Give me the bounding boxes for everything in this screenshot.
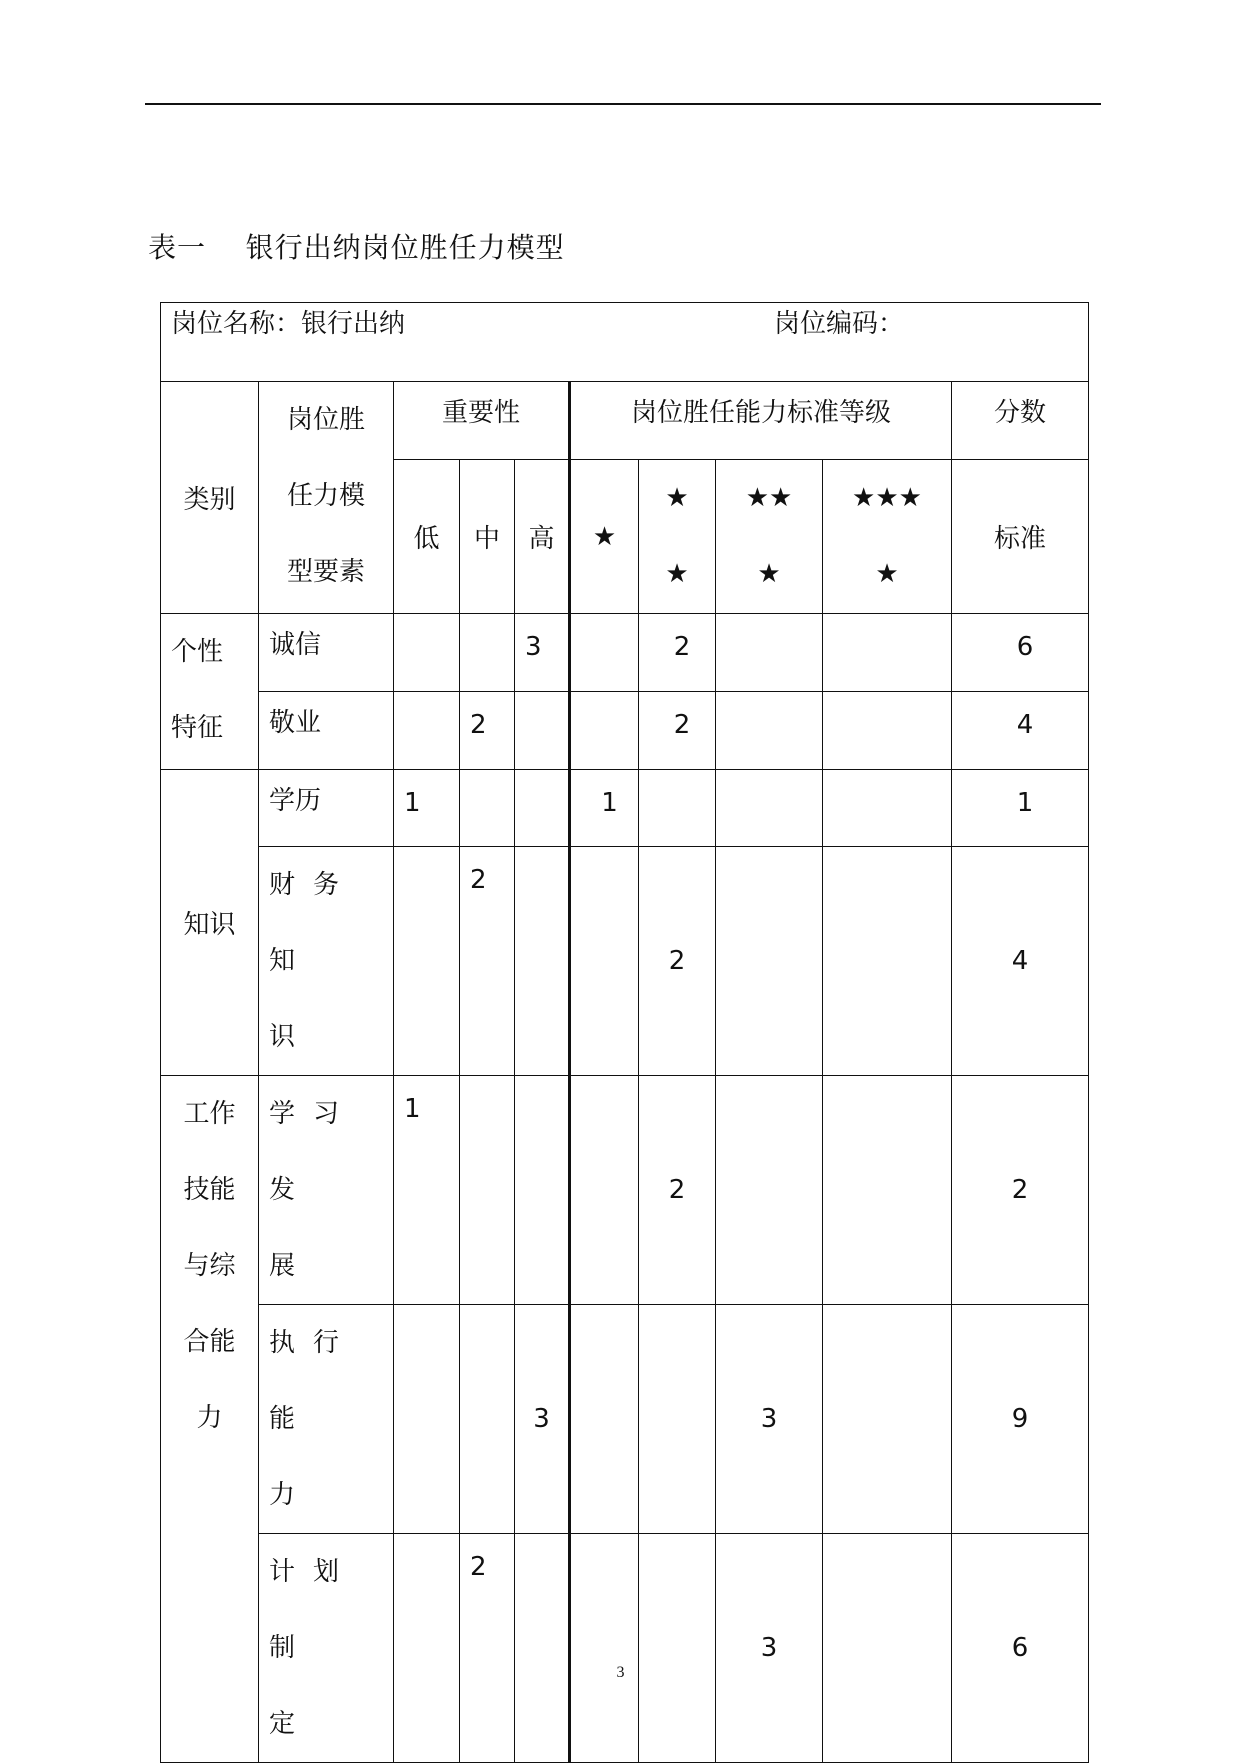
star-1-icon: ★: [592, 521, 617, 552]
star-2-cell: [639, 1076, 716, 1305]
score-cell: [952, 1534, 1089, 1763]
table-row: [161, 770, 1089, 847]
star-3-top-icon: ★★: [745, 483, 793, 513]
star-1-cell: [570, 614, 639, 692]
mid-cell: [460, 692, 515, 770]
element-label-line-1: 财务知: [269, 870, 358, 976]
table-row: [161, 847, 1089, 1076]
star-4-cell: [823, 770, 952, 847]
element-cell: [259, 614, 394, 692]
header-star-2: [639, 460, 716, 614]
star-4-bottom-icon: ★: [875, 559, 899, 589]
page-number: 3: [616, 1664, 625, 1681]
header-mid-label: 中: [473, 524, 500, 554]
star-2-value: 2: [668, 1175, 686, 1205]
table-number: 表一: [148, 231, 207, 264]
header-high: [515, 460, 570, 614]
star-2-cell: [639, 847, 716, 1076]
header-score-label: 分数: [994, 398, 1047, 428]
competency-model-table: [160, 302, 1089, 1763]
star-1-cell: [570, 1534, 639, 1763]
group-knowledge-label: 知识: [183, 910, 236, 940]
high-cell: [515, 1076, 570, 1305]
header-score: [952, 382, 1089, 460]
star-3-cell: [716, 770, 823, 847]
star-3-bottom-icon: ★: [757, 559, 781, 589]
header-standard-label: 标准: [994, 524, 1047, 554]
score-cell: [952, 1076, 1089, 1305]
low-value: 1: [404, 1094, 421, 1124]
star-3-cell: [716, 1534, 823, 1763]
element-label: 学历: [269, 786, 322, 816]
star-3-value: 3: [760, 1633, 778, 1663]
score-value: 6: [1016, 632, 1034, 662]
mid-cell: [460, 847, 515, 1076]
group-skills-line-1: 工作: [183, 1099, 236, 1129]
star-2-value: 2: [668, 946, 686, 976]
star-1-cell: [570, 1076, 639, 1305]
header-star-3: [716, 460, 823, 614]
element-cell: [259, 847, 394, 1076]
header-star-1: [570, 460, 639, 614]
element-label-line-2: 识: [269, 1022, 314, 1052]
high-value: 3: [533, 1404, 550, 1434]
group-skills: [161, 1076, 259, 1763]
score-value: 9: [1011, 1404, 1029, 1434]
high-cell: [515, 770, 570, 847]
element-label-line-1: 学习发: [269, 1099, 358, 1205]
header-element-line-3: 型要素: [286, 557, 365, 587]
header-importance-label: 重要性: [441, 398, 520, 428]
element-cell: [259, 1076, 394, 1305]
star-3-cell: [716, 847, 823, 1076]
star-2-cell: [639, 614, 716, 692]
element-label-line-2: 力: [269, 1480, 314, 1510]
star-3-cell: [716, 614, 823, 692]
header-high-label: 高: [528, 524, 555, 554]
star-2-value: 2: [673, 710, 691, 740]
header-low-label: 低: [413, 524, 440, 554]
low-value: 1: [404, 788, 421, 818]
low-cell: [394, 847, 460, 1076]
score-value: 6: [1011, 1633, 1029, 1663]
header-element: [259, 382, 394, 614]
star-2-top-icon: ★: [665, 483, 689, 513]
star-4-cell: [823, 692, 952, 770]
star-4-top-icon: ★★★: [852, 483, 922, 513]
star-2-cell: [639, 770, 716, 847]
info-row: [161, 303, 1089, 382]
star-1-cell: [570, 692, 639, 770]
element-label: 诚信: [269, 630, 322, 660]
header-level: [570, 382, 952, 460]
star-4-cell: [823, 847, 952, 1076]
star-4-cell: [823, 1076, 952, 1305]
low-cell: [394, 1534, 460, 1763]
score-value: 4: [1016, 710, 1034, 740]
group-personality-line-1: 个性: [171, 637, 224, 667]
star-3-cell: [716, 1305, 823, 1534]
header-element-line-1: 岗位胜: [286, 405, 365, 435]
high-cell: [515, 1534, 570, 1763]
table-row: [161, 1076, 1089, 1305]
header-category-label: 类别: [183, 485, 236, 515]
mid-value: 2: [470, 710, 487, 740]
star-2-cell: [639, 1534, 716, 1763]
post-name: 岗位名称：银行出纳: [171, 309, 406, 339]
header-standard: [952, 460, 1089, 614]
mid-cell: [460, 614, 515, 692]
star-2-bottom-icon: ★: [665, 559, 689, 589]
score-cell: [952, 614, 1089, 692]
element-label-line-2: 展: [269, 1251, 314, 1281]
header-category: [161, 382, 259, 614]
header-low: [394, 460, 460, 614]
table-row: [161, 1534, 1089, 1763]
low-cell: [394, 1305, 460, 1534]
header-star-4: [823, 460, 952, 614]
high-value: 3: [525, 632, 542, 662]
star-3-value: 3: [760, 1404, 778, 1434]
high-cell: [515, 692, 570, 770]
table-caption: [148, 226, 565, 266]
mid-cell: [460, 1534, 515, 1763]
star-1-cell: [570, 847, 639, 1076]
element-label-line-1: 执行能: [269, 1328, 358, 1434]
score-value: 1: [1016, 788, 1034, 818]
element-cell: [259, 1534, 394, 1763]
element-label: 敬业: [269, 708, 322, 738]
element-cell: [259, 1305, 394, 1534]
group-skills-line-4: 合能: [183, 1327, 236, 1357]
header-mid: [460, 460, 515, 614]
star-3-cell: [716, 692, 823, 770]
score-value: 2: [1011, 1175, 1029, 1205]
header-row-1: [161, 382, 1089, 460]
group-skills-line-2: 技能: [183, 1175, 236, 1205]
mid-cell: [460, 1076, 515, 1305]
table-row: [161, 1305, 1089, 1534]
low-cell: [394, 1076, 460, 1305]
mid-value: 2: [470, 1552, 487, 1582]
mid-value: 2: [470, 865, 487, 895]
star-2-value: 2: [673, 632, 691, 662]
group-skills-line-5: 力: [196, 1403, 223, 1433]
group-personality-line-2: 特征: [171, 713, 224, 743]
score-cell: [952, 770, 1089, 847]
star-1-value: 1: [601, 788, 618, 818]
star-4-cell: [823, 1534, 952, 1763]
low-cell: [394, 770, 460, 847]
star-2-cell: [639, 692, 716, 770]
high-cell: [515, 614, 570, 692]
header-importance: [394, 382, 570, 460]
group-skills-line-3: 与综: [183, 1251, 236, 1281]
score-cell: [952, 692, 1089, 770]
element-label-line-2: 定: [269, 1709, 314, 1739]
mid-cell: [460, 1305, 515, 1534]
star-1-cell: [570, 1305, 639, 1534]
score-value: 4: [1011, 946, 1029, 976]
mid-cell: [460, 770, 515, 847]
high-cell: [515, 847, 570, 1076]
star-4-cell: [823, 1305, 952, 1534]
group-knowledge: [161, 770, 259, 1076]
header-rule: [145, 103, 1101, 105]
star-4-cell: [823, 614, 952, 692]
low-cell: [394, 692, 460, 770]
star-1-cell: [570, 770, 639, 847]
header-level-label: 岗位胜任能力标准等级: [630, 398, 891, 428]
score-cell: [952, 1305, 1089, 1534]
element-cell: [259, 692, 394, 770]
post-code: 岗位编码：: [774, 309, 905, 339]
element-cell: [259, 770, 394, 847]
group-personality: [161, 614, 259, 770]
element-label-line-1: 计划制: [269, 1557, 358, 1663]
header-element-line-2: 任力模: [286, 481, 365, 511]
star-3-cell: [716, 1076, 823, 1305]
star-2-cell: [639, 1305, 716, 1534]
info-cell: [161, 303, 1089, 382]
score-cell: [952, 847, 1089, 1076]
table-row: [161, 614, 1089, 692]
table-title: 银行出纳岗位胜任力模型: [245, 231, 565, 264]
high-cell: [515, 1305, 570, 1534]
low-cell: [394, 614, 460, 692]
table-row: [161, 692, 1089, 770]
